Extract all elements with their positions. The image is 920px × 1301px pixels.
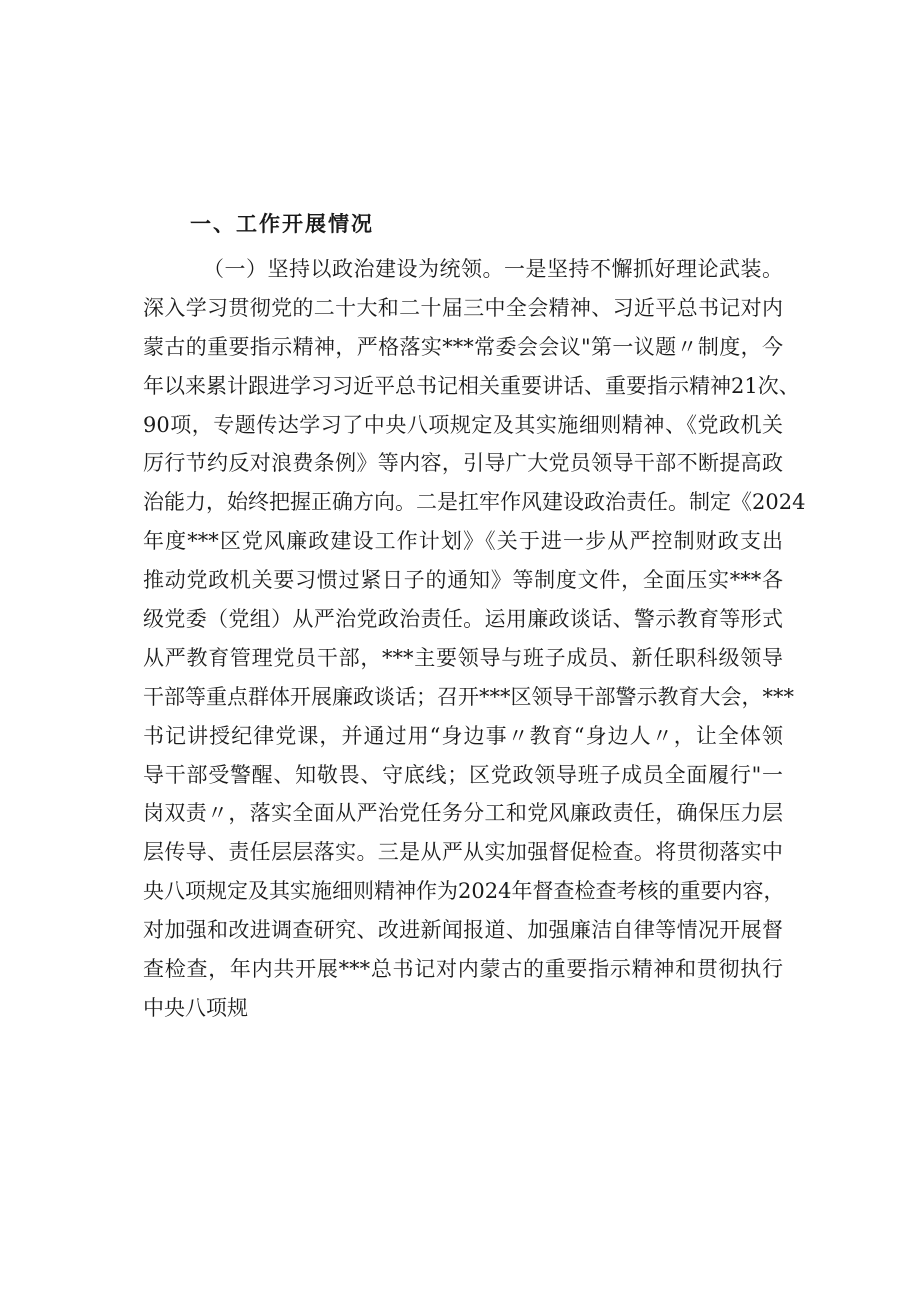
paragraph-line: 蒙古的重要指示精神，严格落实***常委会会议"第一议题〃制度，今: [143, 334, 783, 359]
paragraph-line: 中央八项规: [143, 995, 248, 1020]
body-paragraph: [143, 250, 806, 1028]
paragraph-line: 从严教育管理党员干部，***主要领导与班子成员、新任职科级领导: [143, 645, 783, 670]
paragraph-line: 书记讲授纪律党课，并通过用“身边事〃教育“身边人〃，让全体领: [143, 723, 783, 748]
paragraph-line: 90项，专题传达学习了中央八项规定及其实施细则精神、《党政机关: [143, 412, 783, 437]
paragraph-line: 年以来累计跟进学习习近平总书记相关重要讲话、重要指示精神21次、: [143, 373, 800, 398]
paragraph-line: 厉行节约反对浪费条例》等内容，引导广大党员领导干部不断提高政: [143, 451, 783, 476]
paragraph-line: 干部等重点群体开展廉政谈话；召开***区领导干部警示教育大会，***: [143, 684, 794, 709]
paragraph-line: 级党委（党组）从严治党政治责任。运用廉政谈话、警示教育等形式: [143, 607, 783, 632]
paragraph-line: 层传导、责任层层落实。三是从严从实加强督促检查。将贯彻落实中: [143, 840, 783, 865]
paragraph-line: 查检查，年内共开展***总书记对内蒙古的重要指示精神和贯彻执行: [143, 957, 783, 982]
paragraph-line: 推动党政机关要习惯过紧日子的通知》等制度文件，全面压实***各: [143, 568, 783, 593]
paragraph-line: 年度***区党风廉政建设工作计划》《关于进一步从严控制财政支出: [143, 529, 783, 554]
paragraph-line: （一）坚持以政治建设为统领。一是坚持不懈抓好理论武装。: [203, 257, 783, 281]
paragraph-line: 央八项规定及其实施细则精神作为2024年督查检查考核的重要内容，: [143, 879, 785, 904]
paragraph-line: 深入学习贯彻党的二十大和二十届三中全会精神、习近平总书记对内: [143, 295, 783, 320]
paragraph-line: 导干部受警醒、知敬畏、守底线；区党政领导班子成员全面履行"一: [143, 762, 783, 787]
section-heading: 一、工作开展情况: [190, 212, 374, 236]
paragraph-line: 岗双责〃，落实全面从严治党任务分工和党风廉政责任，确保压力层: [143, 801, 783, 826]
paragraph-line: 对加强和改进调查研究、改进新闻报道、加强廉洁自律等情况开展督: [143, 918, 783, 943]
paragraph-line: 治能力，始终把握正确方向。二是扛牢作风建设政治责任。制定《2024: [143, 490, 806, 515]
